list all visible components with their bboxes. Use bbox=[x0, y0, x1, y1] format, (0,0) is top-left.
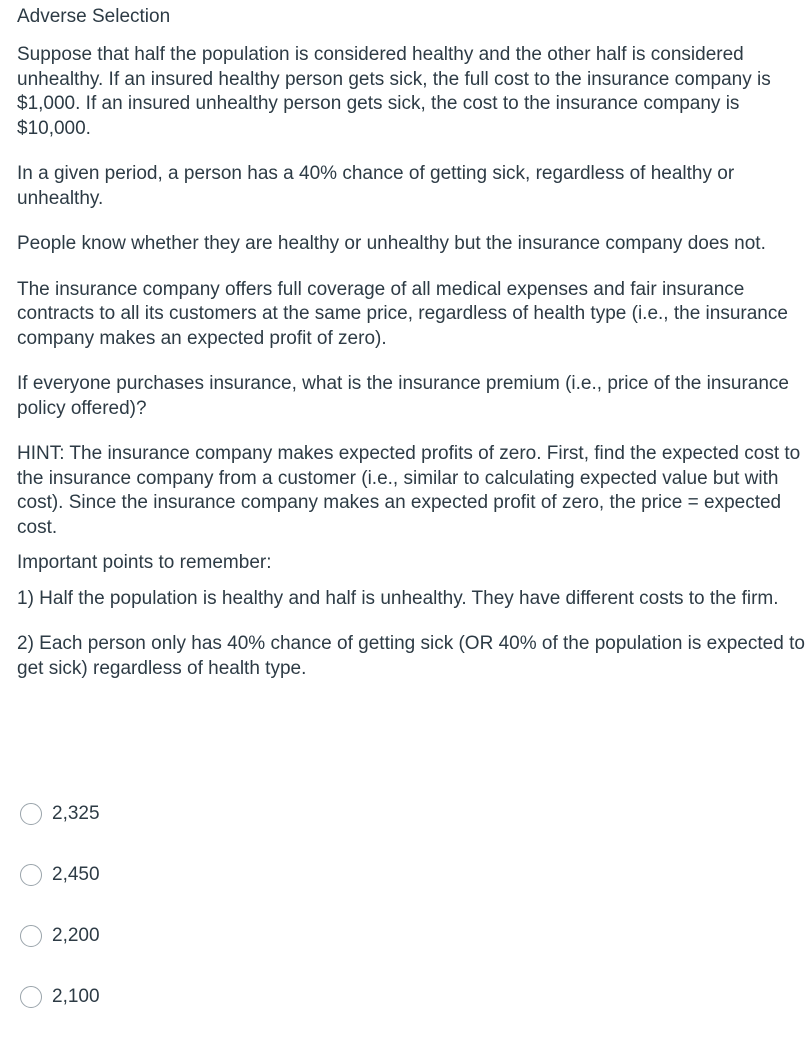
question-prompt: If everyone purchases insurance, what is the insurance premium (i.e., price of the insurance policy offered)? bbox=[17, 373, 789, 419]
answer-label: 2,325 bbox=[52, 803, 100, 824]
answer-option[interactable] bbox=[20, 920, 100, 952]
answer-option[interactable] bbox=[20, 798, 100, 830]
point-two: 2) Each person only has 40% chance of getting sick (OR 40% of the population is expected to get sick) regardless of health type. bbox=[17, 633, 805, 679]
question-title: Adverse Selection bbox=[17, 6, 171, 27]
hint-paragraph: HINT: The insurance company makes expected profits of zero. First, find the expected cost to the insurance company from a customer (i.e., similar to calculating expected value but with cost). Since the insurance company makes an expected profit of zero, the price = expected cost. bbox=[17, 443, 801, 538]
radio-button[interactable] bbox=[20, 864, 42, 886]
question-block bbox=[17, 5, 807, 702]
question-paragraph: The insurance company offers full coverage of all medical expenses and fair insurance contracts to all its customers at the same price, regardless of health type (i.e., the insurance company makes an expected profit of zero). bbox=[17, 278, 788, 349]
answer-option[interactable] bbox=[20, 859, 100, 891]
radio-button[interactable] bbox=[20, 925, 42, 947]
radio-button[interactable] bbox=[20, 986, 42, 1008]
answer-options bbox=[20, 798, 100, 1042]
answer-label: 2,450 bbox=[52, 864, 100, 885]
question-paragraph: In a given period, a person has a 40% chance of getting sick, regardless of healthy or unhealthy. bbox=[17, 163, 735, 209]
points-heading: Important points to remember: bbox=[17, 552, 272, 573]
radio-button[interactable] bbox=[20, 803, 42, 825]
point-one: 1) Half the population is healthy and half is unhealthy. They have different costs to the firm. bbox=[17, 587, 779, 609]
question-paragraph: People know whether they are healthy or unhealthy but the insurance company does not. bbox=[17, 233, 766, 254]
answer-option[interactable] bbox=[20, 981, 100, 1013]
question-paragraph: Suppose that half the population is considered healthy and the other half is considered unhealthy. If an insured healthy person gets sick, the full cost to the insurance company is $1,000. If an insured unhealthy person gets sick, the cost to the insurance company is $10,000. bbox=[17, 44, 771, 139]
answer-label: 2,200 bbox=[52, 925, 100, 946]
answer-label: 2,100 bbox=[52, 986, 100, 1007]
